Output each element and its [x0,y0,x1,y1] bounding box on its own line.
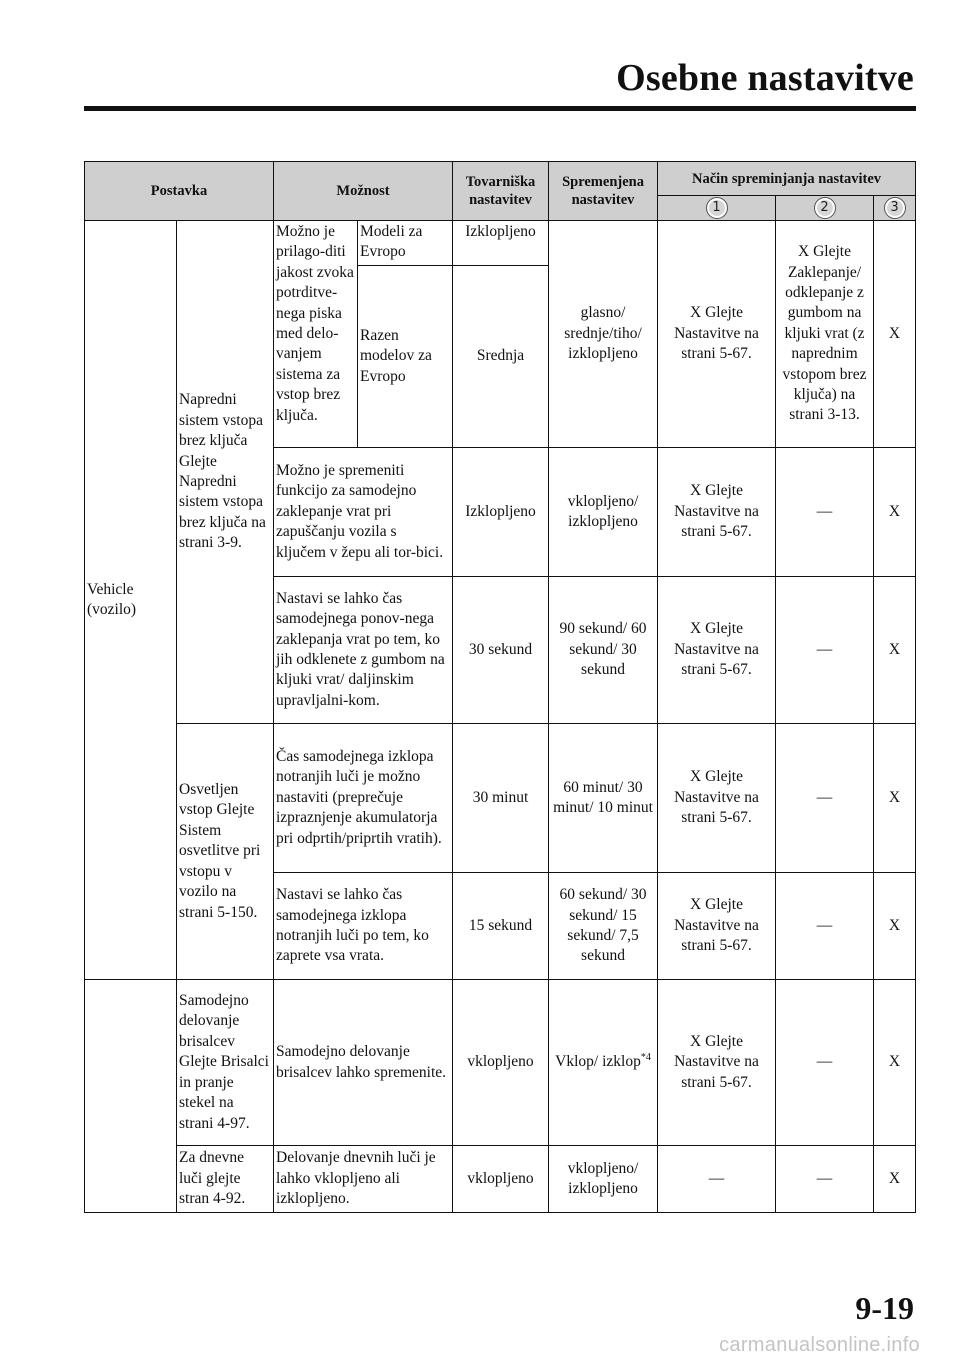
method1-wipers: X Glejte Nastavitve na strani 5-67. [658,980,776,1146]
page-number: 9-19 [855,1290,914,1326]
table-row [85,221,916,266]
method3-wipers: X [874,980,916,1146]
factory-europe: Izklopljeno [453,221,549,266]
option-interior-open: Čas samodejnega izklopa notranjih luči je možno nastaviti (preprečuje izpraznjenje akumulatorja pri odprtih/priprtih vratih). [274,724,453,873]
changed-drl: vklopljeno/ izklopljeno [549,1146,658,1213]
method3-interior-open: X [874,724,916,873]
option-relock-time: Nastavi se lahko čas samodejnega ponov-nega zaklepanja vrat po tem, ko jih odklenete z gumbom na kljuki vrat/ daljinskim upravljalni-kom. [274,577,453,724]
option-wipers: Samodejno delovanje brisalcev lahko spremenite. [274,980,453,1146]
method3-interior-closed: X [874,873,916,980]
model-europe: Modeli za Evropo [358,221,453,266]
footnote-marker: *4 [640,1052,651,1064]
option-drl: Delovanje dnevnih luči je lahko vklopljeno ali izklopljeno. [274,1146,453,1213]
changed-auto-lock: vklopljeno/ izklopljeno [549,448,658,577]
number-3-icon: 3 [884,197,906,219]
changed-interior-closed: 60 sekund/ 30 sekund/ 15 sekund/ 7,5 sekund [549,873,658,980]
changed-wipers [549,980,658,1146]
factory-auto-lock: Izklopljeno [453,448,549,577]
method3-drl: X [874,1146,916,1213]
category-cell: Vehicle (vozilo) [85,221,177,980]
factory-other: Srednja [453,266,549,448]
method2-wipers: — [776,980,874,1146]
group-drl: Za dnevne luči glejte stran 4-92. [177,1146,274,1213]
method1-drl: — [658,1146,776,1213]
method1-interior-closed: X Glejte Nastavitve na strani 5-67. [658,873,776,980]
header-method: Način spreminjanja nastavitev [658,162,916,196]
factory-interior-closed: 15 sekund [453,873,549,980]
option-beep-volume: Možno je prilago-diti jakost zvoka potrditve-nega piska med delo-vanjem sistema za vstop brez ključa. [274,221,358,448]
method3-relock-time: X [874,577,916,724]
factory-interior-open: 30 minut [453,724,549,873]
changed-interior-open: 60 minut/ 30 minut/ 10 minut [549,724,658,873]
method2-beep-volume: X Glejte Zaklepanje/ odklepanje z gumbom na kljuki vrat (z naprednim vstopom brez ključa) na strani 3-13. [776,221,874,448]
method2-relock-time: — [776,577,874,724]
watermark: carmanualsonline.info [719,1334,920,1356]
factory-drl: vklopljeno [453,1146,549,1213]
table-row [85,980,916,1146]
method2-drl: — [776,1146,874,1213]
group-keyless: Napredni sistem vstopa brez ključa Glejte Napredni sistem vstopa brez ključa na strani 3-9. [177,221,274,724]
header-changed: Spremenjena nastavitev [549,162,658,221]
method2-interior-closed: — [776,873,874,980]
factory-wipers: vklopljeno [453,980,549,1146]
method2-auto-lock: — [776,448,874,577]
changed-wipers-text: Vklop/ izklop [555,1053,641,1071]
header-setting: Postavka [85,162,274,221]
method-1-header [658,196,776,221]
method-3-header [874,196,916,221]
method1-relock-time: X Glejte Nastavitve na strani 5-67. [658,577,776,724]
factory-relock-time: 30 sekund [453,577,549,724]
number-2-icon: 2 [814,197,836,219]
option-interior-closed: Nastavi se lahko čas samodejnega izklopa notranjih luči po tem, ko zaprete vsa vrata. [274,873,453,980]
table-row [85,724,916,873]
settings-table [84,161,916,1213]
changed-relock-time: 90 sekund/ 60 sekund/ 30 sekund [549,577,658,724]
method1-auto-lock: X Glejte Nastavitve na strani 5-67. [658,448,776,577]
category-continuation [85,1146,177,1213]
model-other: Razen modelov za Evropo [358,266,453,448]
option-auto-lock: Možno je spremeniti funkcijo za samodejno zaklepanje vrat pri zapuščanju vozila s ključem v žepu ali tor-bici. [274,448,453,577]
table-row [85,1146,916,1213]
method1-interior-open: X Glejte Nastavitve na strani 5-67. [658,724,776,873]
method3-auto-lock: X [874,448,916,577]
number-1-icon: 1 [706,197,728,219]
group-wipers: Samodejno delovanje brisalcev Glejte Brisalci in pranje stekel na strani 4-97. [177,980,274,1146]
header-option: Možnost [274,162,453,221]
header-factory: Tovarniška nastavitev [453,162,549,221]
category-continuation [85,980,177,1146]
method-2-header [776,196,874,221]
method2-interior-open: — [776,724,874,873]
group-lighting: Osvetljen vstop Glejte Sistem osvetlitve pri vstopu v vozilo na strani 5-150. [177,724,274,980]
title-divider [84,106,916,111]
method3-beep-volume: X [874,221,916,448]
changed-beep-volume: glasno/ srednje/tiho/ izklopljeno [549,221,658,448]
page-title: Osebne nastavitve [616,57,914,99]
method1-beep-volume: X Glejte Nastavitve na strani 5-67. [658,221,776,448]
